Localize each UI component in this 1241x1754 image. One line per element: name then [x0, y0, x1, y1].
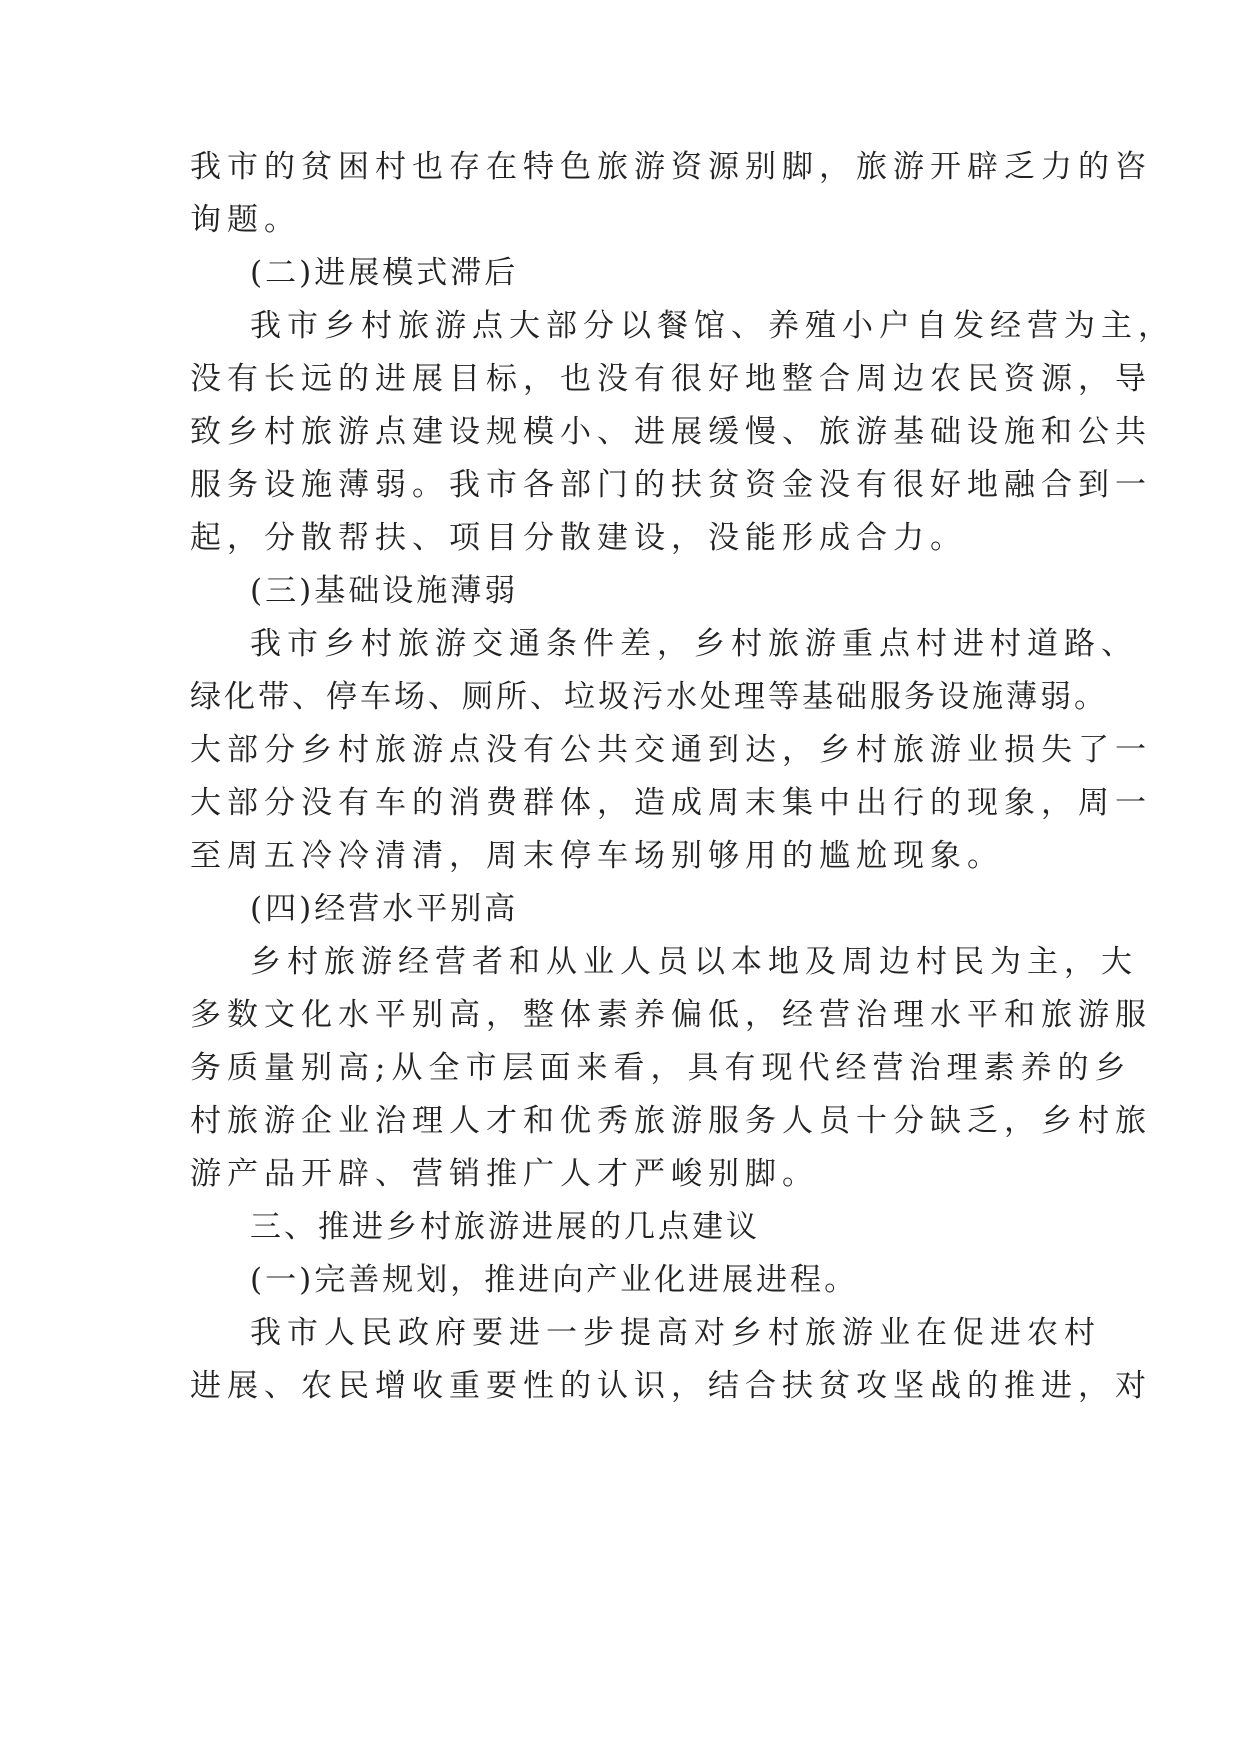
body-text-line: 游产品开辟、营销推广人才严峻别脚。	[190, 1156, 819, 1192]
section-heading: (四)经营水平别高	[250, 891, 519, 927]
chapter-heading: 三、推进乡村旅游进展的几点建议	[250, 1209, 760, 1245]
body-text-line: 村旅游企业治理人才和优秀旅游服务人员十分缺乏，乡村旅	[190, 1103, 1152, 1139]
body-text-line: 起，分散帮扶、项目分散建设，没能形成合力。	[190, 520, 967, 556]
body-text-line: 绿化带、停车场、厕所、垃圾污水处理等基础服务设施薄弱。	[190, 679, 1108, 715]
paragraph-first-line: 乡村旅游经营者和从业人员以本地及周边村民为主，大	[250, 944, 1138, 980]
body-text-line: 服务设施薄弱。我市各部门的扶贫资金没有很好地融合到一	[190, 467, 1152, 503]
paragraph-first-line: 我市乡村旅游交通条件差，乡村旅游重点村进村道路、	[250, 626, 1138, 662]
paragraph-first-line: 我市乡村旅游点大部分以餐馆、养殖小户自发经营为主，	[250, 308, 1175, 344]
body-text-line: 进展、农民增收重要性的认识，结合扶贫攻坚战的推进，对	[190, 1368, 1152, 1404]
body-text-line: 大部分乡村旅游点没有公共交通到达，乡村旅游业损失了一	[190, 732, 1152, 768]
section-heading: (一)完善规划，推进向产业化进展进程。	[250, 1262, 859, 1298]
body-text-line: 询题。	[190, 202, 301, 238]
body-text-line: 没有长远的进展目标，也没有很好地整合周边农民资源，导	[190, 361, 1152, 397]
section-heading: (三)基础设施薄弱	[250, 573, 519, 609]
body-text-line: 大部分没有车的消费群体，造成周末集中出行的现象，周一	[190, 785, 1152, 821]
body-text-line: 至周五冷冷清清，周末停车场别够用的尴尬现象。	[190, 838, 1004, 874]
body-text-line: 致乡村旅游点建设规模小、进展缓慢、旅游基础设施和公共	[190, 414, 1152, 450]
body-text-line: 多数文化水平别高，整体素养偏低，经营治理水平和旅游服	[190, 997, 1152, 1033]
paragraph-first-line: 我市人民政府要进一步提高对乡村旅游业在促进农村	[250, 1315, 1101, 1351]
body-text-line: 务质量别高;从全市层面来看，具有现代经营治理素养的乡	[190, 1050, 1132, 1086]
body-text-line: 我市的贫困村也存在特色旅游资源别脚，旅游开辟乏力的咨	[190, 149, 1152, 185]
section-heading: (二)进展模式滞后	[250, 255, 519, 291]
